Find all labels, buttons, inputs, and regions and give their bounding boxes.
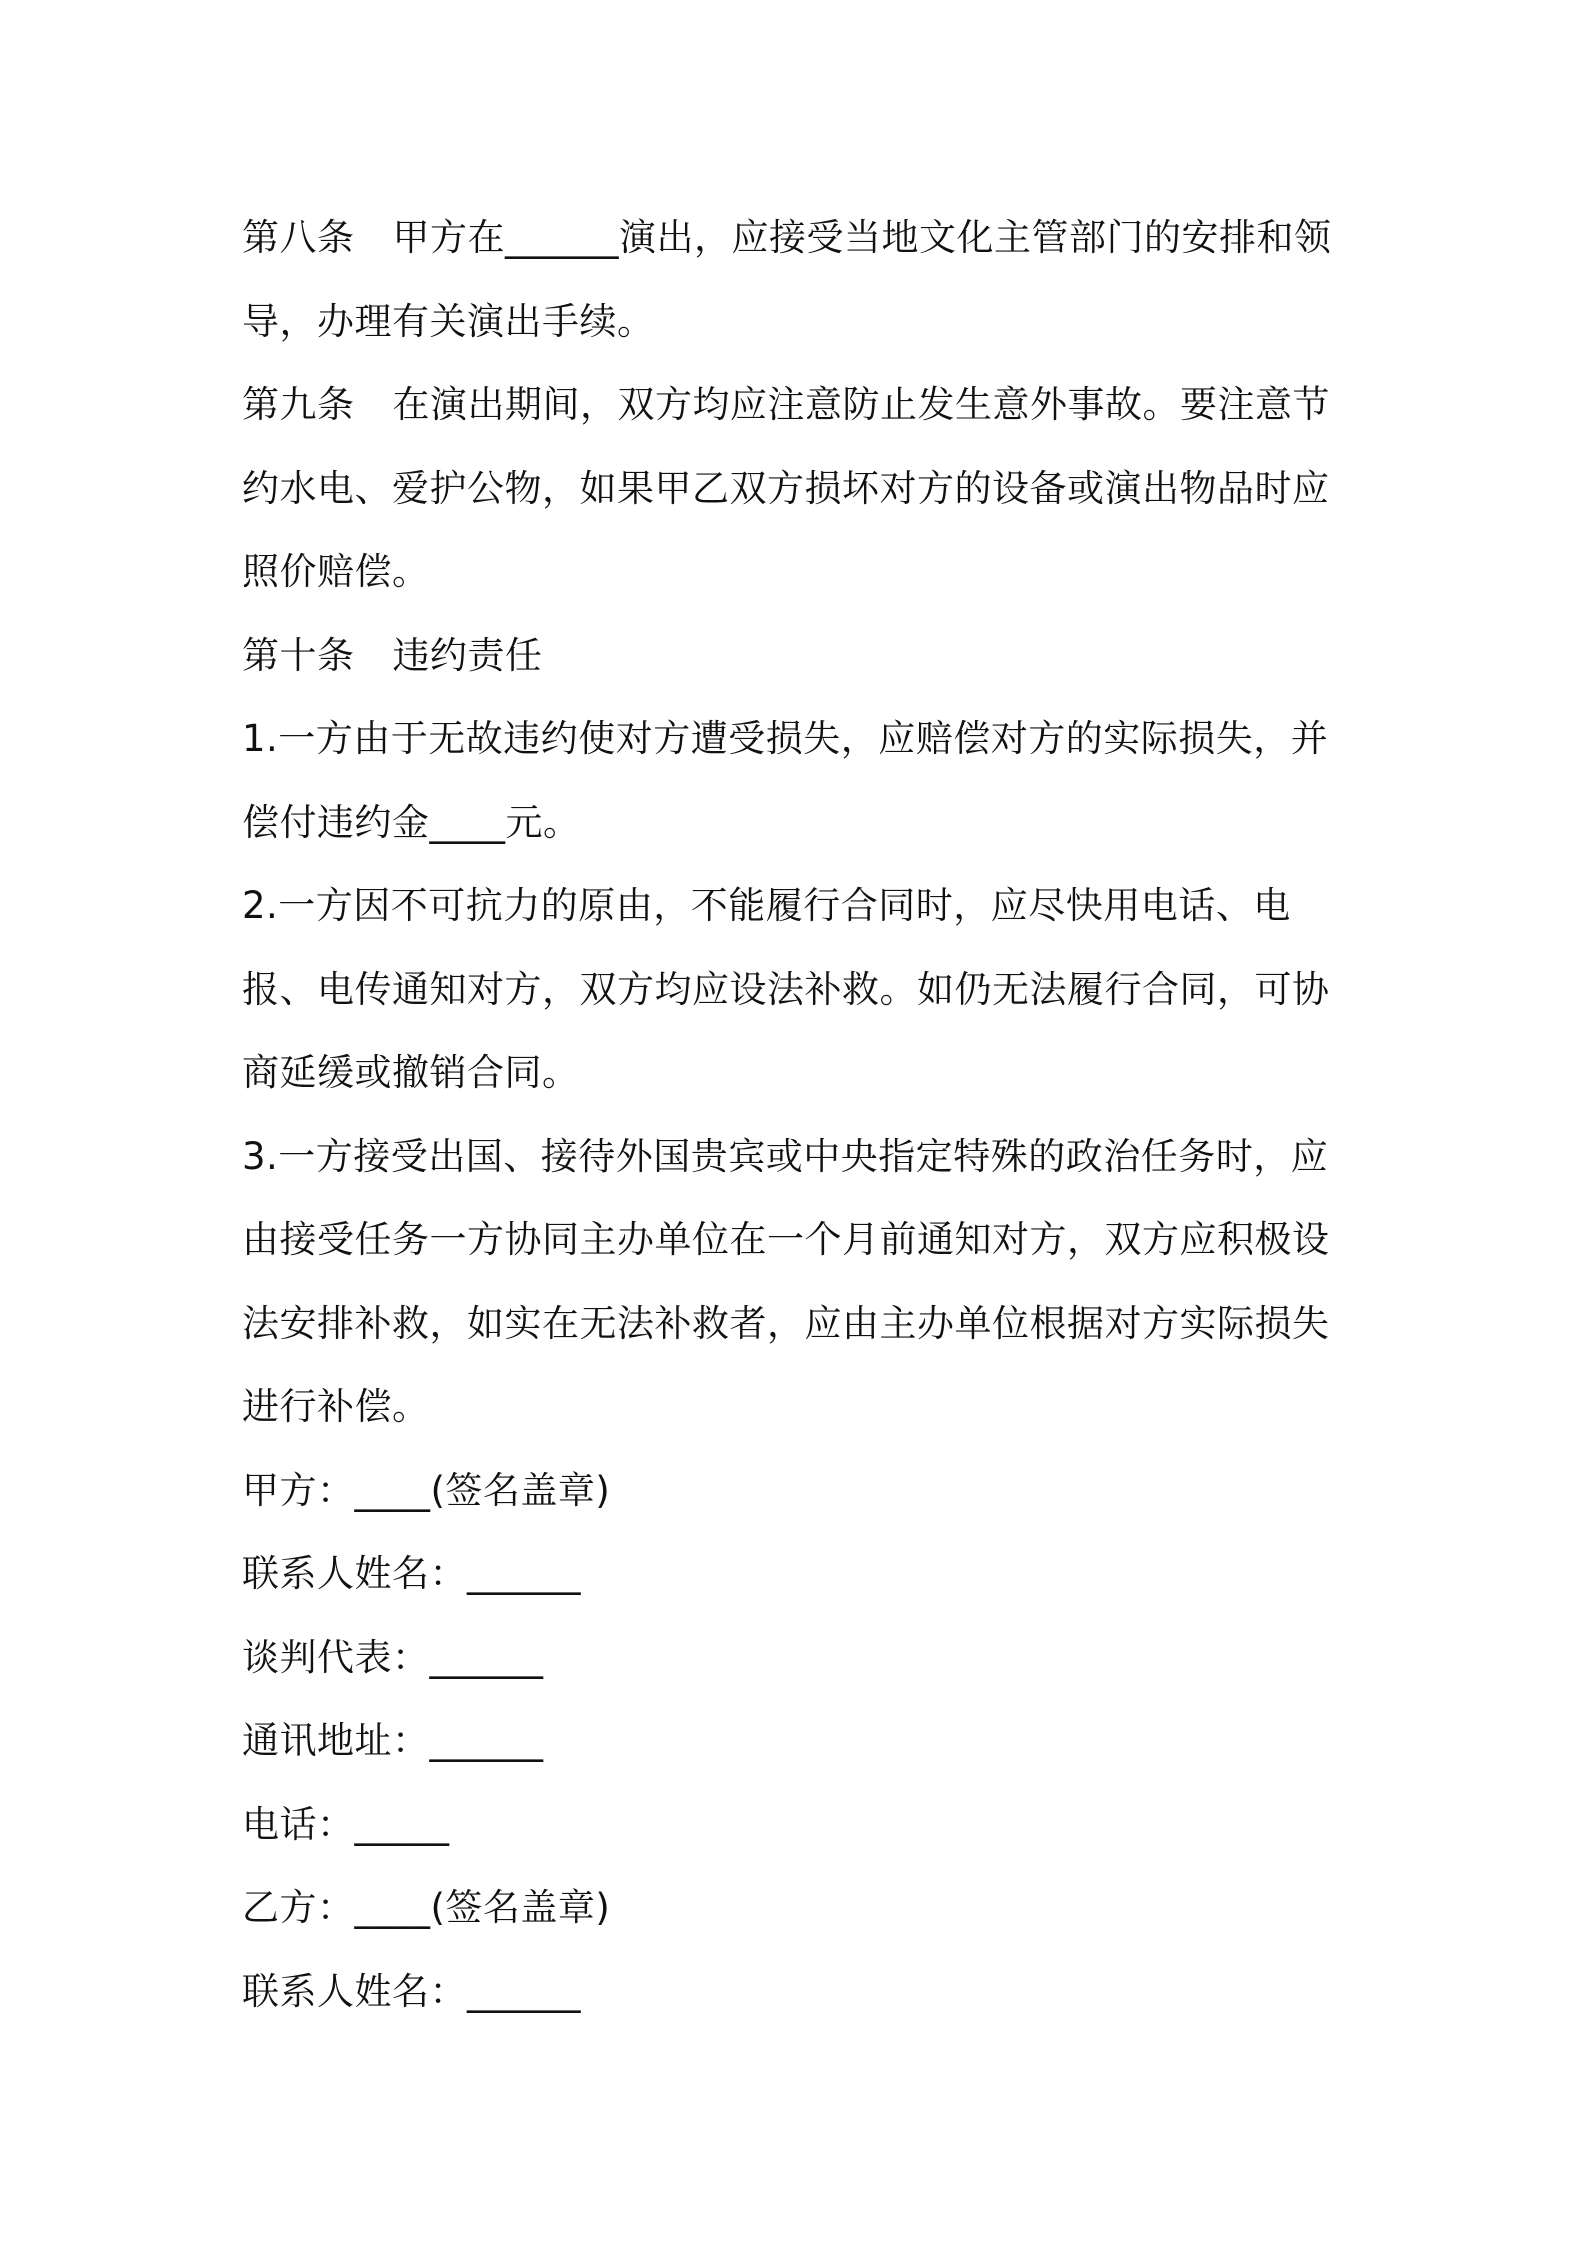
party-a-address-field: 通讯地址：______ xyxy=(242,1719,544,1762)
breach-clause-3: 3.一方接受出国、接待外国贵宾或中央指定特殊的政治任务时，应由接受任务一方协同主办单位在一个月前通知对方，双方应积极设法安排补救，如实在无法补救者，应由主办单位根据对方实际损失进行补偿。 xyxy=(242,1134,1330,1428)
article-9-text: 在演出期间，双方均应注意防止发生意外事故。要注意节约水电、爱护公物，如果甲乙双方损坏对方的设备或演出物品时应照价赔偿。 xyxy=(242,383,1330,593)
party-a-phone-field: 电话：_____ xyxy=(242,1802,450,1846)
article-9 xyxy=(242,363,1362,614)
party-a-negotiator-field: 谈判代表：______ xyxy=(242,1635,544,1679)
article-10-label: 第十条 xyxy=(242,633,355,677)
article-10-heading xyxy=(242,614,1362,698)
party-a-contact-field: 联系人姓名：______ xyxy=(242,1552,581,1595)
article-10-title: 违约责任 xyxy=(392,633,543,677)
article-8-text: 甲方在______演出，应接受当地文化主管部门的安排和领导，办理有关演出手续。 xyxy=(242,216,1332,343)
party-b-signature-field: 乙方：____(签名盖章) xyxy=(242,1886,611,1929)
article-9-label: 第九条 xyxy=(242,383,355,426)
article-8 xyxy=(242,196,1362,363)
contract-body xyxy=(242,196,1362,2033)
breach-clause-1: 1.一方由于无故违约使对方遭受损失，应赔偿对方的实际损失，并偿付违约金____元。 xyxy=(242,717,1329,844)
article-8-label: 第八条 xyxy=(242,216,355,259)
breach-clause-2: 2.一方因不可抗力的原由，不能履行合同时，应尽快用电话、电报、电传通知对方，双方均应设法补救。如仍无法履行合同，可协商延缓或撤销合同。 xyxy=(242,884,1330,1094)
party-b-contact-field: 联系人姓名：______ xyxy=(242,1969,581,2013)
party-a-signature-field: 甲方：____(签名盖章) xyxy=(242,1468,611,1512)
